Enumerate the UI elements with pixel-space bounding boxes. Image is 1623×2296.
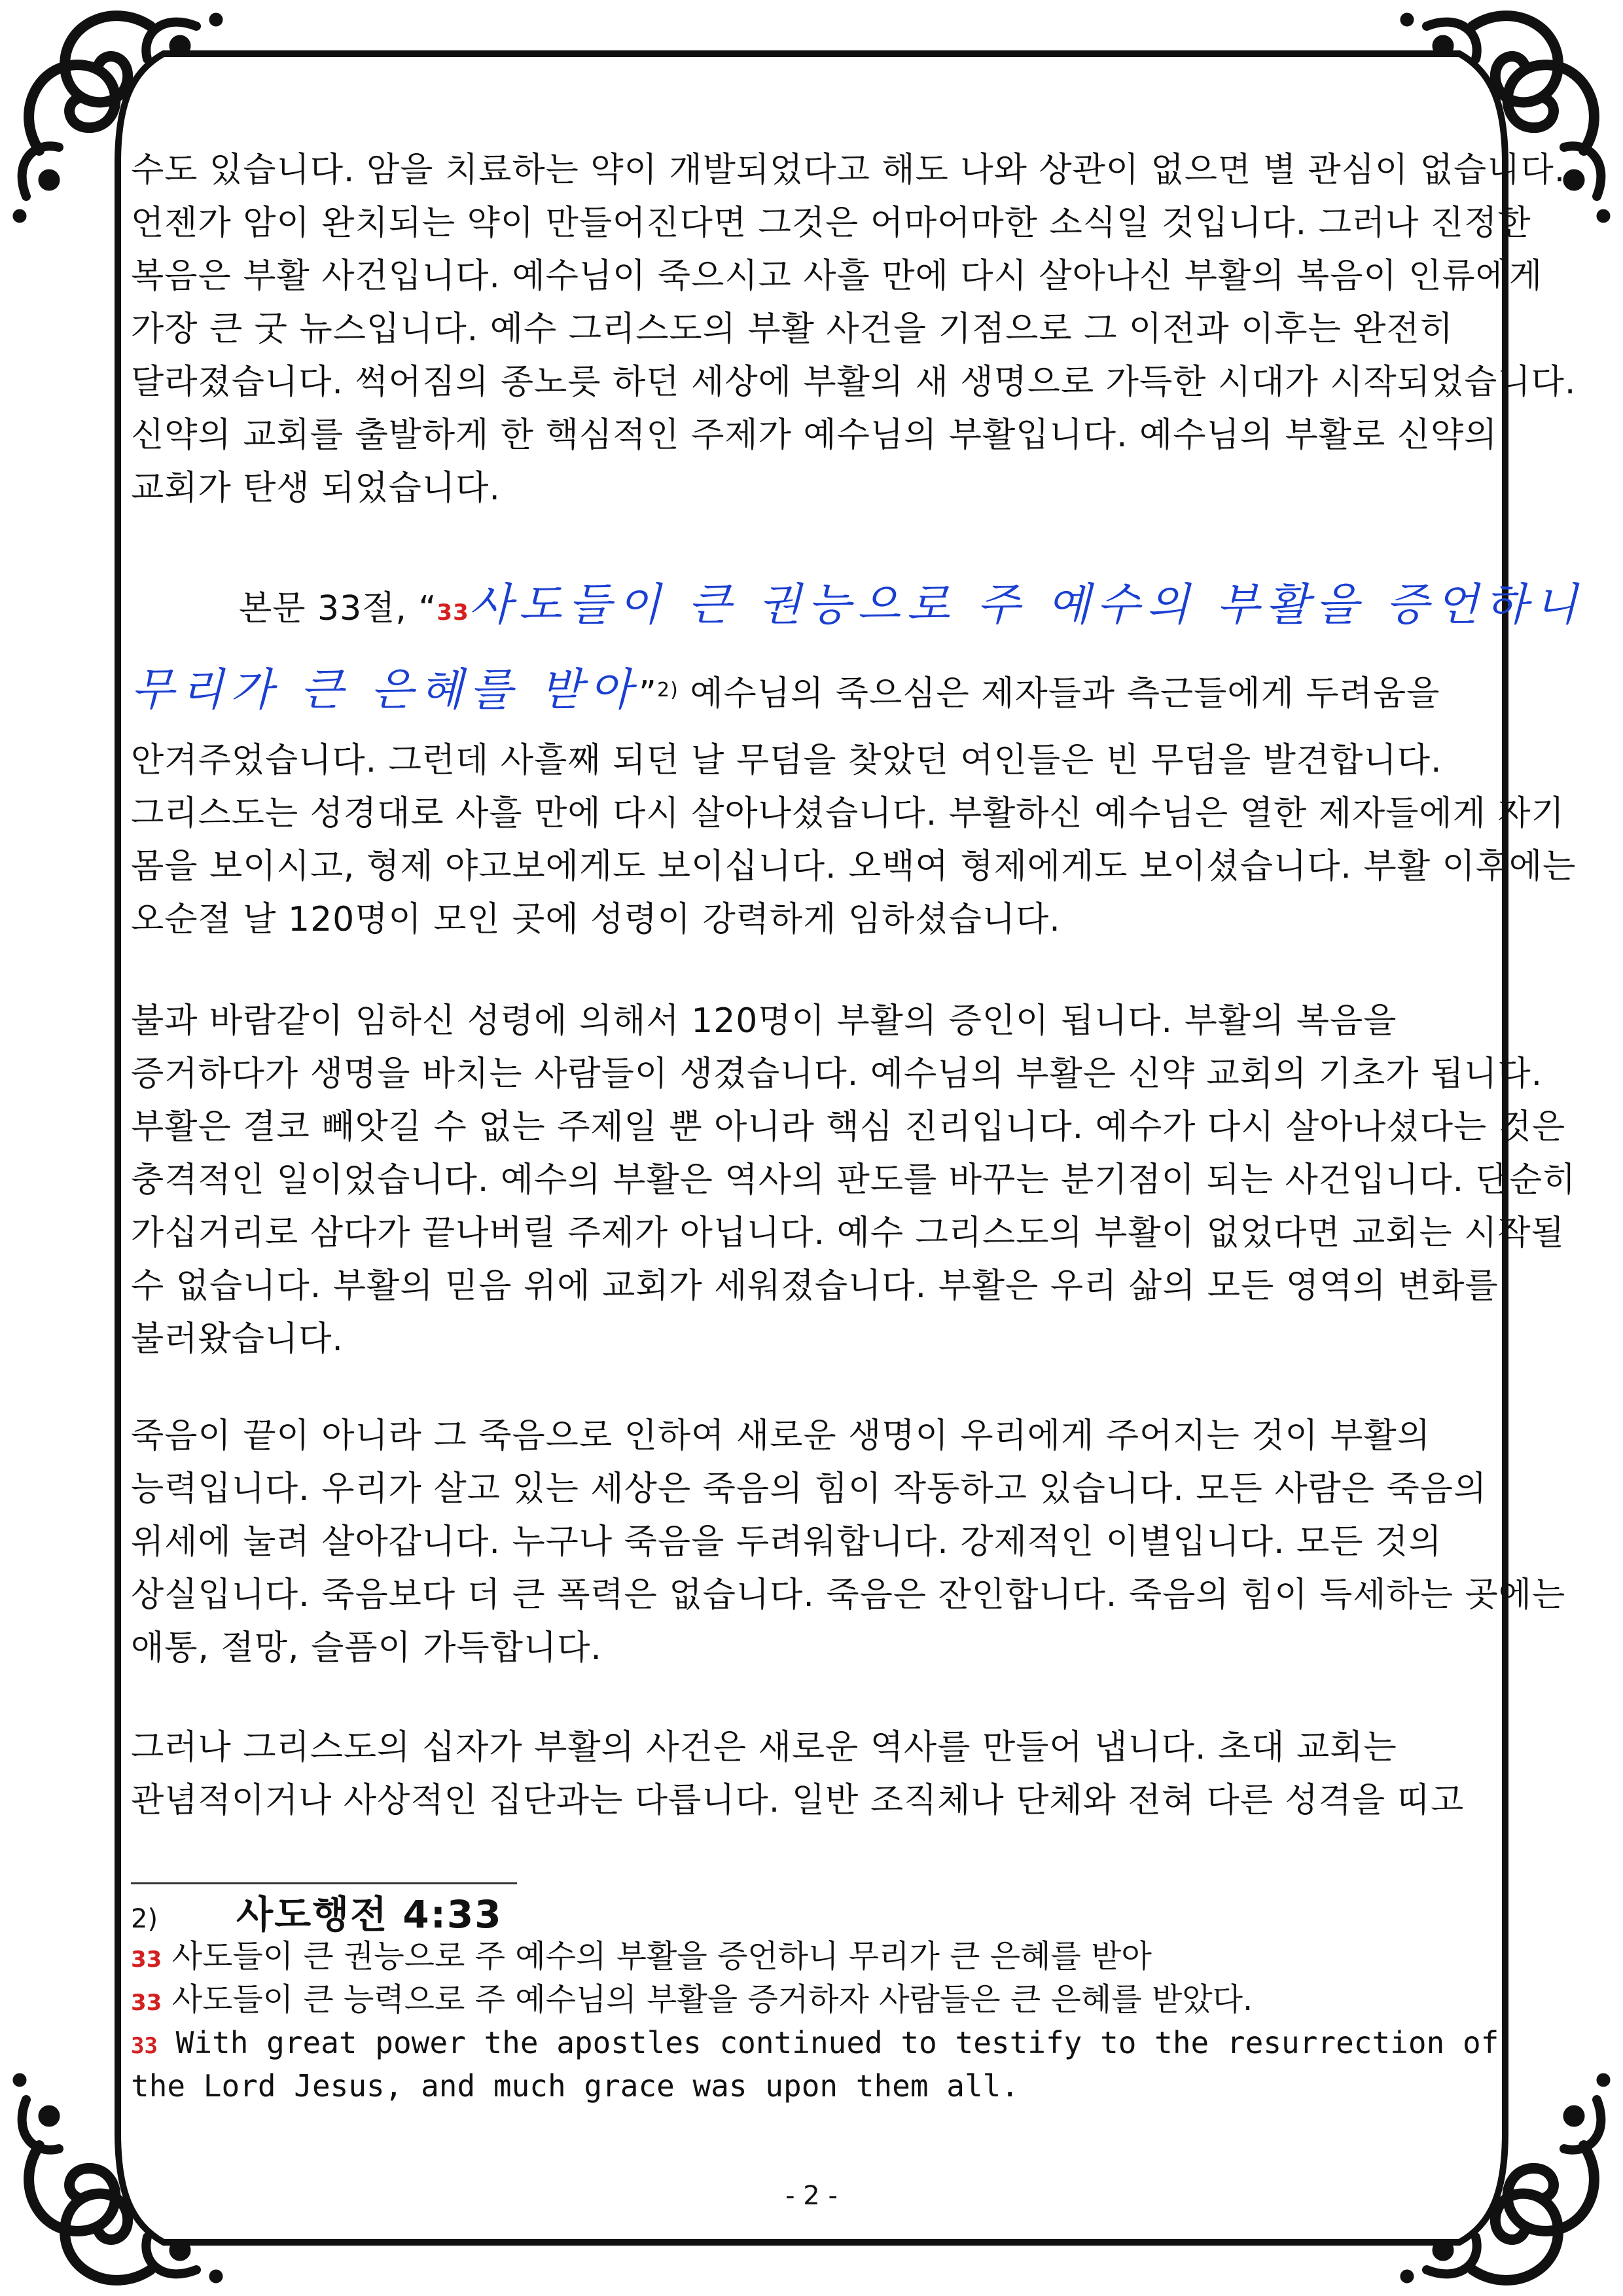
verse-number: 33	[131, 1946, 162, 1973]
text-line: 불러왔습니다.	[131, 1319, 344, 1359]
text-line: 수도 있습니다. 암을 치료하는 약이 개발되었다고 해도 나와 상관이 없으면 별 관심이 없습니다.	[131, 151, 1566, 190]
footnote-heading	[131, 1893, 1492, 1941]
quote-intro: 본문 33절, “	[239, 589, 437, 628]
text-line: 교회가 탄생 되었습니다.	[131, 469, 501, 508]
text-line: 충격적인 일이었습니다. 예수의 부활은 역사의 판도를 바꾸는 분기점이 되는 사건입니다. 단순히	[131, 1160, 1577, 1200]
text-line: 그리스도는 성경대로 사흘 만에 다시 살아나셨습니다. 부활하신 예수님은 열한 제자들에게 자기	[131, 794, 1565, 833]
footnote-verse-english	[131, 2021, 1499, 2068]
text-line: 복음은 부활 사건입니다. 예수님이 죽으시고 사흘 만에 다시 살아나신 부활의 복음이 인류에게	[131, 257, 1543, 296]
footnote-ref: 2)	[131, 1904, 158, 1934]
paragraph-4	[131, 1410, 1566, 1675]
text-line: 그러나 그리스도의 십자가 부활의 사건은 새로운 역사를 만들어 냅니다. 초대 교회는	[131, 1728, 1397, 1767]
text-line: 신약의 교회를 출발하게 한 핵심적인 주제가 예수님의 부활입니다. 예수님의 부활로 신약의	[131, 416, 1498, 455]
footnote-line: 사도들이 큰 권능으로 주 예수의 부활을 증언하니 무리가 큰 은혜를 받아	[171, 1938, 1152, 1975]
footnote-divider	[131, 1882, 517, 1884]
paragraph-2	[131, 734, 1577, 946]
text-line: 오순절 날 120명이 모인 곳에 성령이 강력하게 임하셨습니다.	[131, 900, 1061, 939]
text-line: 안겨주었습니다. 그런데 사흘째 되던 날 무덤을 찾았던 여인들은 빈 무덤을 발견합니다.	[131, 741, 1442, 780]
paragraph-top	[131, 144, 1577, 515]
footnote-verse-english-cont	[131, 2064, 1492, 2108]
footnote-verse-krv	[131, 1935, 1492, 1981]
verse-number: 33	[437, 600, 469, 626]
footnote-title: 사도행전 4:33	[236, 1892, 503, 1937]
text-line: 관념적이거나 사상적인 집단과는 다릅니다. 일반 조직체나 단체와 전혀 다른 성격을 띠고	[131, 1781, 1465, 1820]
paragraph-3	[131, 995, 1577, 1366]
quote-text-1: 사도들이 큰 권능으로 주 예수의 부활을 증언하니	[469, 579, 1584, 631]
footnote-line: 사도들이 큰 능력으로 주 예수님의 부활을 증거하자 사람들은 큰 은혜를 받았다.	[171, 1981, 1253, 2018]
quote-close: ”	[639, 674, 657, 713]
text-line: 위세에 눌려 살아갑니다. 누구나 죽음을 두려워합니다. 강제적인 이별입니다. 모든 것의	[131, 1522, 1442, 1562]
footnote-line: the Lord Jesus, and much grace was upon them all.	[131, 2068, 1020, 2104]
page-number: - 2 -	[785, 2181, 838, 2211]
footnote-verse-modern	[131, 1978, 1492, 2024]
verse-number: 33	[131, 1990, 162, 2016]
text-line: 불과 바람같이 임하신 성령에 의해서 120명이 부활의 증인이 됩니다. 부활의 복음을	[131, 1001, 1397, 1041]
verse-number: 33	[131, 2033, 158, 2059]
text-line: 달라졌습니다. 썩어짐의 종노릇 하던 세상에 부활의 새 생명으로 가득한 시대가 시작되었습니다.	[131, 363, 1577, 402]
text-line: 가십거리로 삼다가 끝나버릴 주제가 아닙니다. 예수 그리스도의 부활이 없었다면 교회는 시작될	[131, 1213, 1565, 1253]
text-line: 상실입니다. 죽음보다 더 큰 폭력은 없습니다. 죽음은 잔인합니다. 죽음의 힘이 득세하는 곳에는	[131, 1575, 1566, 1615]
footnote-marker[interactable]: 2)	[657, 679, 679, 702]
paragraph-5	[131, 1721, 1492, 1827]
text-line: 부활은 결코 빼앗길 수 없는 주제일 뿐 아니라 핵심 진리입니다. 예수가 다시 살아나셨다는 것은	[131, 1107, 1566, 1147]
footnote-line: With great power the apostles continued to testify to the resurrection of	[175, 2025, 1499, 2060]
scripture-quote-line1	[239, 569, 1600, 649]
quote-text-2: 무리가 큰 은혜를 받아	[131, 664, 639, 716]
text-line: 증거하다가 생명을 바치는 사람들이 생겼습니다. 예수님의 부활은 신약 교회의 기초가 됩니다.	[131, 1054, 1543, 1094]
text-line: 죽음이 끝이 아니라 그 죽음으로 인하여 새로운 생명이 우리에게 주어지는 것이 부활의	[131, 1416, 1431, 1456]
text-line: 애통, 절망, 슬픔이 가득합니다.	[131, 1628, 602, 1668]
text-line: 몸을 보이시고, 형제 야고보에게도 보이십니다. 오백여 형제에게도 보이셨습니다. 부활 이후에는	[131, 847, 1577, 886]
text-line: 수 없습니다. 부활의 믿음 위에 교회가 세워졌습니다. 부활은 우리 삶의 모든 영역의 변화를	[131, 1266, 1499, 1306]
text-line: 언젠가 암이 완치되는 약이 만들어진다면 그것은 어마어마한 소식일 것입니다. 그러나 진정한	[131, 204, 1531, 243]
quote-continuation: 예수님의 죽으심은 제자들과 측근들에게 두려움을	[678, 674, 1440, 713]
scripture-quote-line2	[131, 655, 1492, 730]
text-line: 가장 큰 굿 뉴스입니다. 예수 그리스도의 부활 사건을 기점으로 그 이전과 이후는 완전히	[131, 310, 1454, 349]
text-line: 능력입니다. 우리가 살고 있는 세상은 죽음의 힘이 작동하고 있습니다. 모든 사람은 죽음의	[131, 1469, 1488, 1509]
